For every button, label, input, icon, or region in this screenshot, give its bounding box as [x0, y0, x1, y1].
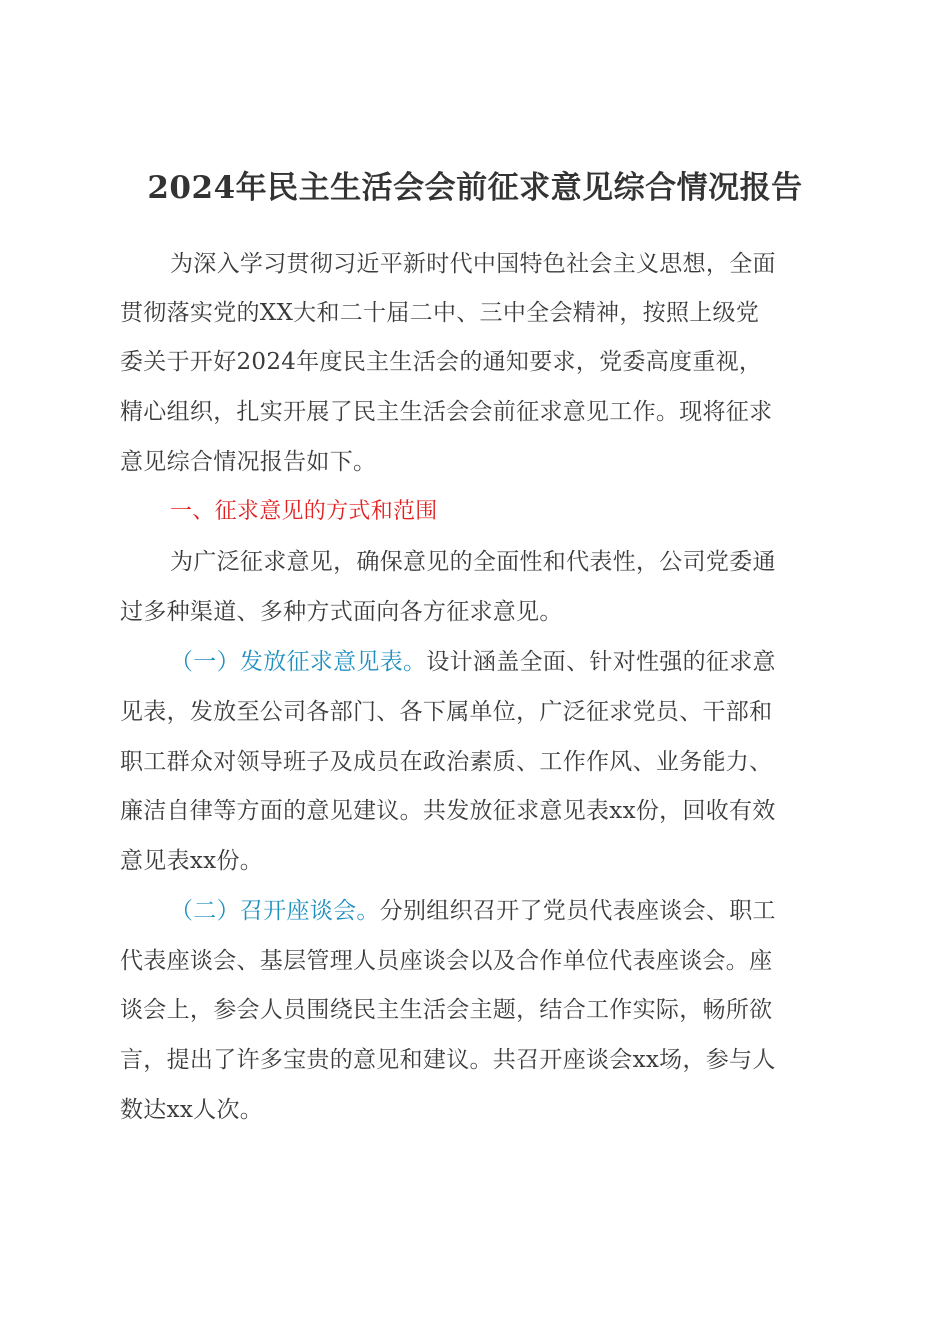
item1-line-3: 职工群众对领导班子及成员在政治素质、工作作风、业务能力、 [120, 749, 773, 775]
item2-first-rest: 分别组织召开了党员代表座谈会、职工 [379, 898, 776, 924]
section-heading: 一、征求意见的方式和范围 [170, 499, 438, 524]
intro-line-3: 委关于开好2024年度民主生活会的通知要求，党委高度重视， [120, 349, 763, 375]
item1-line-2: 见表，发放至公司各部门、各下属单位，广泛征求党员、干部和 [120, 699, 773, 725]
item2-label: （二）召开座谈会。 [170, 898, 380, 924]
section-para-line-2: 过多种渠道、多种方式面向各方征求意见。 [120, 599, 563, 625]
item2-line-2: 代表座谈会、基层管理人员座谈会以及合作单位代表座谈会。座 [120, 948, 773, 974]
item1-first-line [170, 646, 776, 678]
item2-line-3: 谈会上，参会人员围绕民主生活会主题，结合工作实际，畅所欲 [120, 997, 773, 1023]
item2-first-line [170, 895, 776, 927]
document-title: 2024年民主生活会会前征求意见综合情况报告 [147, 170, 803, 206]
item1-line-4: 廉洁自律等方面的意见建议。共发放征求意见表xx份，回收有效 [120, 798, 776, 824]
item2-line-5: 数达xx人次。 [120, 1097, 264, 1123]
intro-line-1: 为深入学习贯彻习近平新时代中国特色社会主义思想，全面 [170, 251, 776, 277]
item2-line-4: 言，提出了许多宝贵的意见和建议。共召开座谈会xx场，参与人 [120, 1047, 776, 1073]
intro-line-2: 贯彻落实党的XX大和二十届二中、三中全会精神，按照上级党 [120, 300, 760, 326]
item1-label: （一）发放征求意见表。 [170, 649, 427, 675]
intro-line-5: 意见综合情况报告如下。 [120, 449, 377, 475]
section-para-line-1: 为广泛征求意见，确保意见的全面性和代表性，公司党委通 [170, 549, 776, 575]
intro-line-4: 精心组织，扎实开展了民主生活会会前征求意见工作。现将征求 [120, 399, 773, 425]
item1-line-5: 意见表xx份。 [120, 848, 264, 874]
item1-first-rest: 设计涵盖全面、针对性强的征求意 [426, 649, 776, 675]
